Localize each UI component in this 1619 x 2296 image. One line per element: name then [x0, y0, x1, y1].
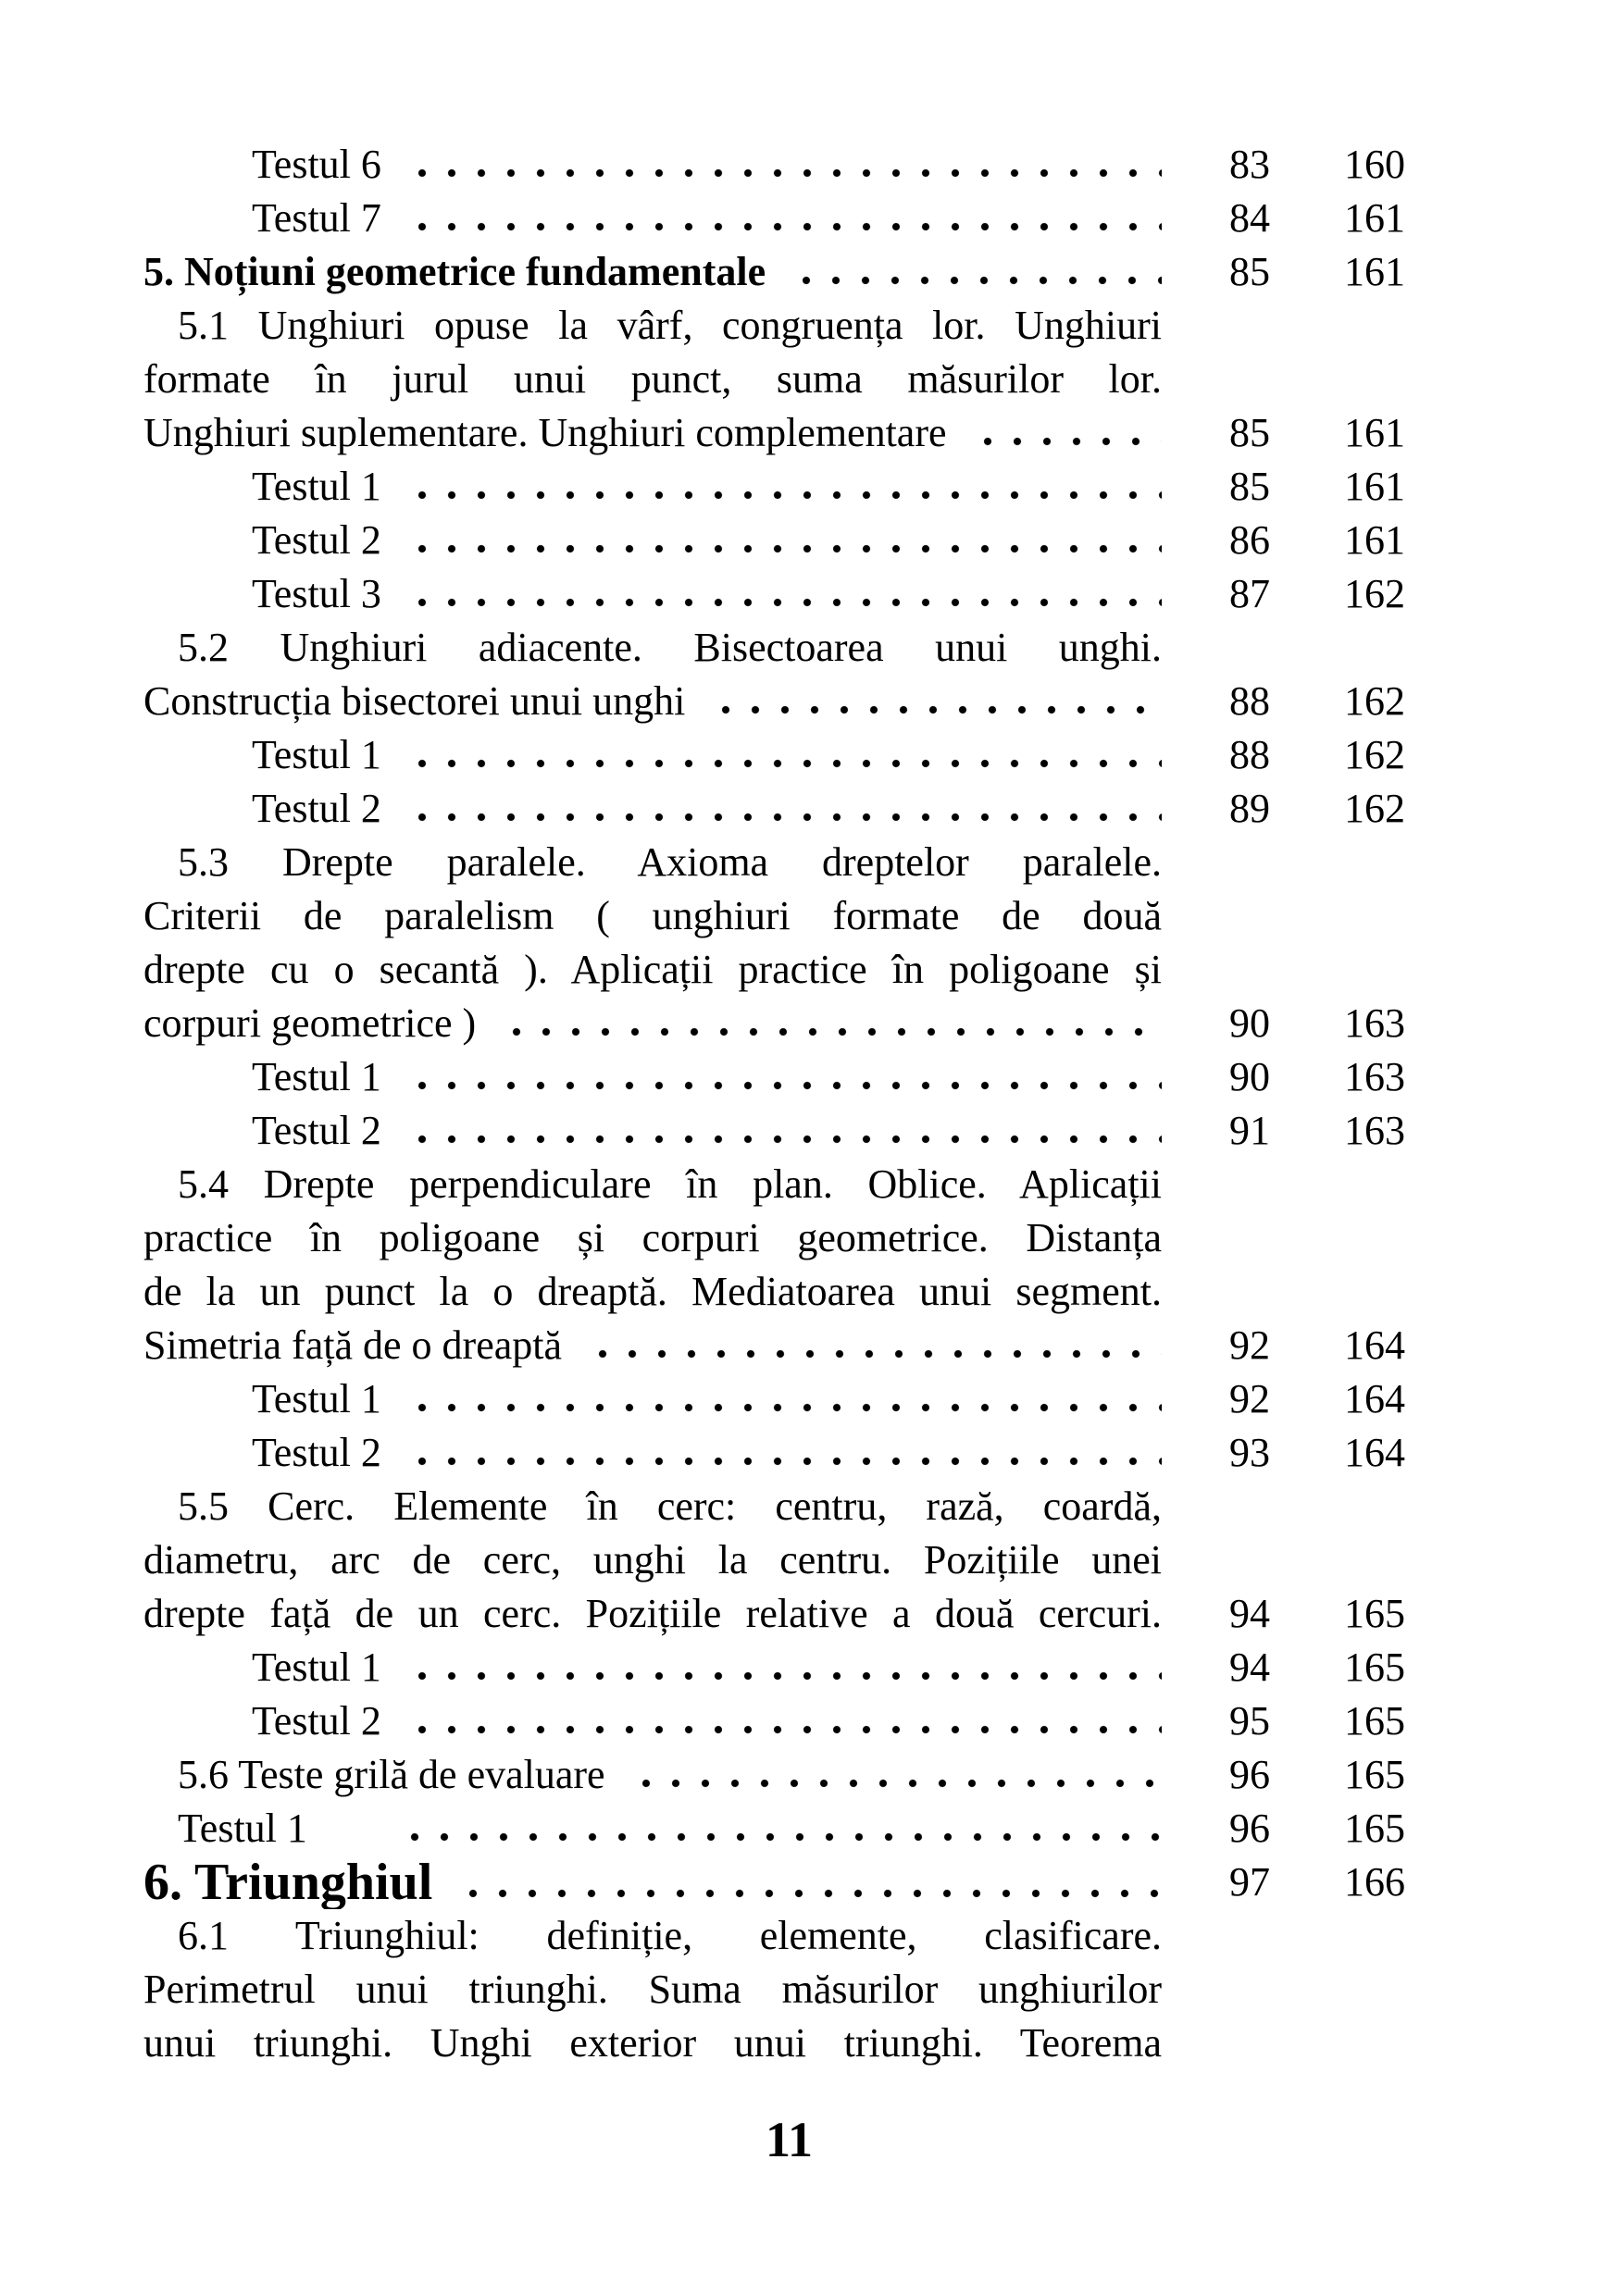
page-number-col1: 85 — [1229, 464, 1270, 509]
toc-row — [143, 299, 1435, 353]
dot-leader — [707, 675, 1162, 728]
toc-row — [143, 514, 1435, 567]
toc-row — [143, 1641, 1435, 1694]
page-number-col2: 161 — [1344, 249, 1405, 294]
toc-row — [143, 1372, 1435, 1426]
toc-row — [143, 889, 1435, 943]
toc-row — [143, 1802, 1435, 1855]
toc-row — [143, 1855, 1435, 1909]
toc-entry-text — [143, 728, 1162, 782]
toc-entry-label: Construcția bisectorei unui unghi — [143, 678, 686, 724]
dot-leader — [788, 245, 1162, 299]
toc-entry-text — [143, 1802, 1162, 1855]
toc-entry-text: de la un punct la o dreaptă. Mediatoarea unui segment. — [143, 1269, 1162, 1314]
toc-entry-text: Perimetrul unui triunghi. Suma măsurilor unghiurilor — [143, 1967, 1162, 2012]
dot-leader — [404, 1641, 1162, 1694]
page-number-col1: 84 — [1229, 195, 1270, 241]
toc-row — [143, 621, 1435, 675]
page-number-col2: 163 — [1344, 1108, 1405, 1153]
toc-entry-label: 5.6 Teste grilă de evaluare — [178, 1752, 605, 1797]
toc-entry-text — [143, 192, 1162, 245]
toc-row — [143, 836, 1435, 889]
toc-row — [143, 353, 1435, 406]
dot-leader — [404, 138, 1162, 192]
toc-entry-text — [143, 782, 1162, 836]
toc-entry-label: Testul 2 — [252, 786, 381, 831]
toc-row — [143, 1587, 1435, 1641]
page-number-col2: 162 — [1344, 678, 1405, 724]
toc-entry-text — [143, 675, 1162, 728]
toc-entry-label: Simetria față de o dreaptă — [143, 1322, 563, 1368]
dot-leader — [584, 1319, 1162, 1372]
toc-entry-text — [143, 997, 1162, 1050]
toc-row — [143, 1533, 1435, 1587]
toc-entry-label: Testul 2 — [252, 517, 381, 563]
page-number-col2: 161 — [1344, 517, 1405, 563]
page-number-col1: 96 — [1229, 1806, 1270, 1851]
toc-entry-text: practice în poligoane și corpuri geometrice. Distanța — [143, 1215, 1162, 1260]
page-number-col2: 162 — [1344, 732, 1405, 777]
toc-entry-text: formate în jurul unui punct, suma măsurilor lor. — [143, 356, 1162, 402]
page-number-col2: 165 — [1344, 1644, 1405, 1690]
toc-entry-text: 5.5 Cerc. Elemente în cerc: centru, rază, coardă, — [178, 1483, 1162, 1529]
toc-entry-label: Testul 2 — [252, 1698, 381, 1744]
page-number-col1: 94 — [1229, 1644, 1270, 1690]
toc-entry-label: Testul 1 — [252, 1644, 381, 1690]
dot-leader — [396, 1802, 1162, 1855]
toc-entry-label: Testul 2 — [252, 1108, 381, 1153]
toc-entry-text: drepte cu o secantă ). Aplicații practice în poligoane și — [143, 947, 1162, 992]
page-number-col2: 164 — [1344, 1430, 1405, 1475]
toc-entry-text: 5.4 Drepte perpendiculare în plan. Oblice. Aplicații — [178, 1161, 1162, 1207]
toc-entry-text: 6.1 Triunghiul: definiție, elemente, clasificare. — [178, 1913, 1162, 1958]
toc-entry-label: Testul 1 — [252, 1376, 381, 1421]
toc-row — [143, 1319, 1435, 1372]
toc-entry-text — [143, 1426, 1162, 1480]
dot-leader — [404, 514, 1162, 567]
page-number-col2: 163 — [1344, 1054, 1405, 1099]
page-number-col1: 97 — [1229, 1859, 1270, 1905]
page-number-col2: 164 — [1344, 1322, 1405, 1368]
toc-entry-label: Unghiuri suplementare. Unghiuri complementare — [143, 410, 947, 455]
page-number-col2: 161 — [1344, 410, 1405, 455]
toc-row — [143, 245, 1435, 299]
toc-entry-text — [143, 406, 1162, 460]
page-number-col2: 161 — [1344, 464, 1405, 509]
dot-leader — [404, 728, 1162, 782]
dot-leader — [404, 567, 1162, 621]
page-number-col1: 91 — [1229, 1108, 1270, 1153]
dot-leader — [455, 1855, 1162, 1909]
dot-leader — [498, 997, 1162, 1050]
page-number-col2: 166 — [1344, 1859, 1405, 1905]
dot-leader — [404, 1050, 1162, 1104]
dot-leader — [404, 782, 1162, 836]
toc-row — [143, 1480, 1435, 1533]
toc-entry-label: 6. Triunghiul — [143, 1855, 433, 1909]
page-number-col1: 95 — [1229, 1698, 1270, 1744]
toc-row — [143, 1265, 1435, 1319]
toc-row — [143, 138, 1435, 192]
toc-row — [143, 1211, 1435, 1265]
dot-leader — [404, 460, 1162, 514]
toc-entry-label: Testul 6 — [252, 142, 381, 187]
page-number-col1: 96 — [1229, 1752, 1270, 1797]
dot-leader — [404, 1426, 1162, 1480]
toc-entry-text — [143, 1694, 1162, 1748]
toc-entry-text — [143, 1855, 1162, 1909]
page-number-col2: 165 — [1344, 1752, 1405, 1797]
toc-row — [143, 1963, 1435, 2017]
toc-entry-label: 5. Noțiuni geometrice fundamentale — [143, 249, 766, 294]
toc-entry-text — [143, 1050, 1162, 1104]
page-number-col1: 92 — [1229, 1322, 1270, 1368]
toc-row — [143, 192, 1435, 245]
page-number-col1: 88 — [1229, 678, 1270, 724]
toc-entry-text — [143, 1748, 1162, 1802]
toc-entry-text — [143, 1372, 1162, 1426]
page-number-col1: 94 — [1229, 1591, 1270, 1636]
toc-entry-text: drepte față de un cerc. Pozițiile relative a două cercuri. — [143, 1591, 1162, 1636]
toc-entry-text: diametru, arc de cerc, unghi la centru. Pozițiile unei — [143, 1537, 1162, 1582]
page-number-col2: 164 — [1344, 1376, 1405, 1421]
page-number-col1: 88 — [1229, 732, 1270, 777]
page-number-col2: 162 — [1344, 571, 1405, 616]
toc-entry-label: Testul 1 — [252, 464, 381, 509]
toc-entry-label: corpuri geometrice ) — [143, 1000, 477, 1046]
toc-row — [143, 997, 1435, 1050]
toc-entry-text — [143, 567, 1162, 621]
toc-row — [143, 2017, 1435, 2070]
page-number-col1: 92 — [1229, 1376, 1270, 1421]
toc-entry-label: Testul 1 — [178, 1806, 307, 1851]
toc-entry-text: Criterii de paralelism ( unghiuri formate de două — [143, 893, 1162, 938]
dot-leader — [404, 192, 1162, 245]
toc-row — [143, 1694, 1435, 1748]
toc-entry-text — [143, 460, 1162, 514]
toc-row — [143, 1158, 1435, 1211]
page-footer-number: 11 — [765, 2112, 814, 2167]
toc-row — [143, 567, 1435, 621]
page-number-col2: 165 — [1344, 1698, 1405, 1744]
toc-row — [143, 1104, 1435, 1158]
toc-row — [143, 943, 1435, 997]
toc-row — [143, 782, 1435, 836]
toc-entry-text: 5.1 Unghiuri opuse la vârf, congruența lor. Unghiuri — [178, 303, 1162, 348]
toc-row — [143, 460, 1435, 514]
page-number-col2: 161 — [1344, 195, 1405, 241]
toc-entry-label: Testul 1 — [252, 1054, 381, 1099]
toc-row — [143, 675, 1435, 728]
toc-entry-label: Testul 7 — [252, 195, 381, 241]
toc-entry-text — [143, 245, 1162, 299]
toc-entry-text: 5.2 Unghiuri adiacente. Bisectoarea unui unghi. — [178, 625, 1162, 670]
page-number-col2: 162 — [1344, 786, 1405, 831]
toc-row — [143, 1050, 1435, 1104]
toc-entry-text — [143, 1641, 1162, 1694]
page-number-col2: 165 — [1344, 1806, 1405, 1851]
toc-entry-label: Testul 3 — [252, 571, 381, 616]
page-number-col1: 87 — [1229, 571, 1270, 616]
page-number-col1: 85 — [1229, 410, 1270, 455]
dot-leader — [969, 406, 1162, 460]
dot-leader — [404, 1694, 1162, 1748]
toc-rows — [143, 138, 1619, 2070]
toc-entry-label: Testul 2 — [252, 1430, 381, 1475]
toc-row — [143, 1426, 1435, 1480]
dot-leader — [404, 1372, 1162, 1426]
toc-entry-text — [143, 1319, 1162, 1372]
page-number-col1: 90 — [1229, 1000, 1270, 1046]
toc-entry-text — [143, 138, 1162, 192]
dot-leader — [404, 1104, 1162, 1158]
page-number-col1: 89 — [1229, 786, 1270, 831]
toc-entry-text: unui triunghi. Unghi exterior unui triunghi. Teorema — [143, 2020, 1162, 2066]
toc-entry-text — [143, 1104, 1162, 1158]
page-number-col1: 83 — [1229, 142, 1270, 187]
page-number-col2: 163 — [1344, 1000, 1405, 1046]
toc-row — [143, 728, 1435, 782]
toc-entry-text — [143, 514, 1162, 567]
page-number-col2: 165 — [1344, 1591, 1405, 1636]
toc-entry-label: Testul 1 — [252, 732, 381, 777]
toc-row — [143, 1909, 1435, 1963]
page-number-col1: 85 — [1229, 249, 1270, 294]
page-number-col1: 93 — [1229, 1430, 1270, 1475]
toc-entry-text: 5.3 Drepte paralele. Axioma dreptelor paralele. — [178, 839, 1162, 885]
page-number-col2: 160 — [1344, 142, 1405, 187]
page-number-col1: 86 — [1229, 517, 1270, 563]
toc-row — [143, 1748, 1435, 1802]
toc-row — [143, 406, 1435, 460]
dot-leader — [628, 1748, 1162, 1802]
page-number-col1: 90 — [1229, 1054, 1270, 1099]
